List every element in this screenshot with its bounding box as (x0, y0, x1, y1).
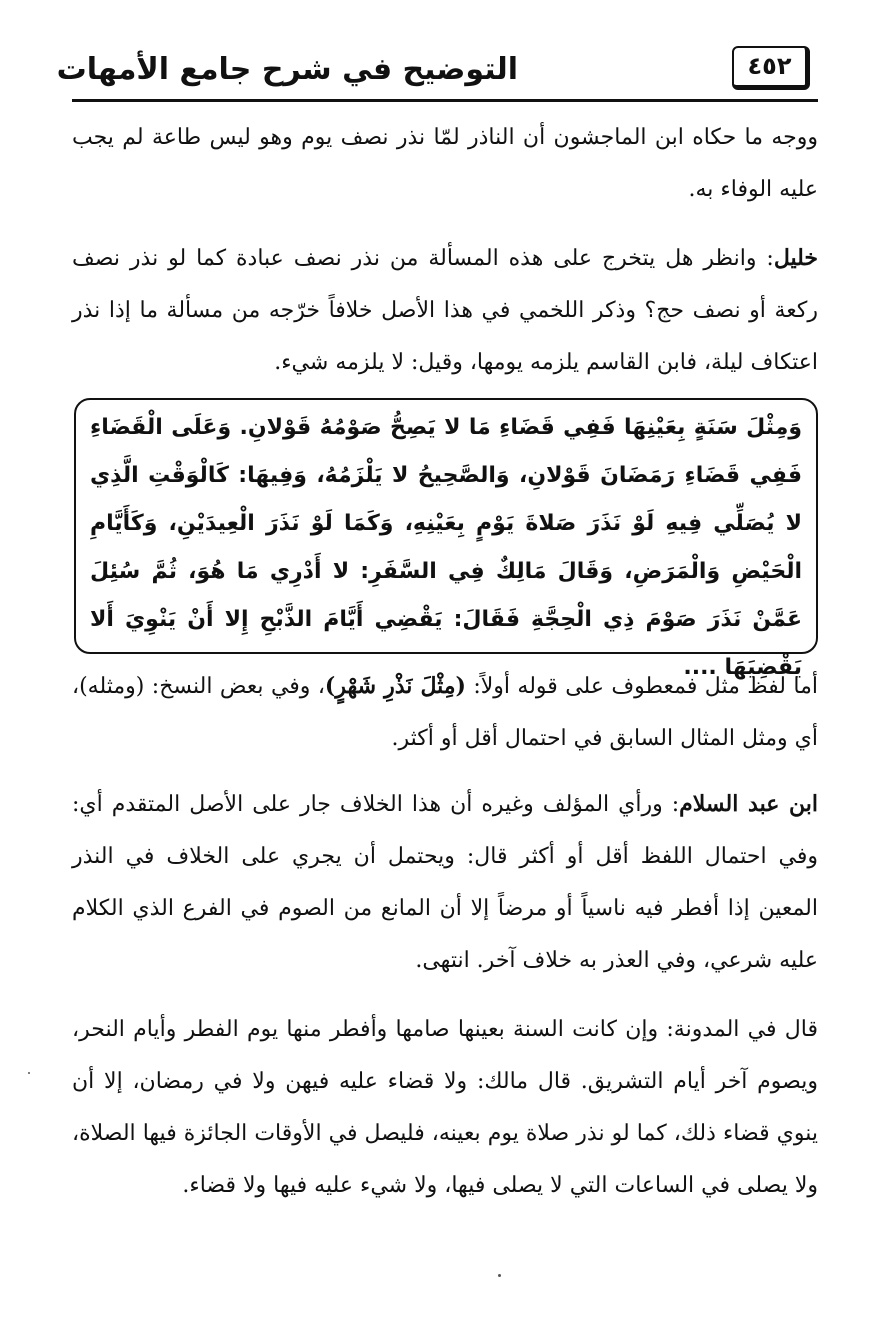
header-rule (72, 99, 818, 102)
scan-speck (28, 1072, 30, 1074)
paragraph-5-speaker: ابن عبد السلام (679, 791, 818, 817)
paragraph-1-text: ووجه ما حكاه ابن الماجشون أن الناذر لمّا نذر نصف يوم وهو ليس طاعة لم يجب عليه الوفاء به. (72, 125, 818, 202)
paragraph-4-text-a: أما لفظ مثل فمعطوف على قوله أولاً: (465, 674, 818, 699)
matn-text: وَمِثْلَ سَنَةٍ بِعَيْنِهَا فَفِي قَضَاءِ مَا لا يَصِحُّ صَوْمُهُ قَوْلانِ. وَعَلَى الْقَضَاءِ فَفِي قَضَاءِ رَمَضَانَ قَوْلانِ، وَالصَّحِيحُ لا يَلْزَمُهُ، وَفِيهَا: كَالْوَقْتِ الَّذِي لا يُصَلِّي فِيهِ لَوْ نَذَرَ صَلاةَ يَوْمٍ بِعَيْنِهِ، وَكَمَا لَوْ نَذَرَ الْعِيدَيْنِ، وَكَأَيَّامِ الْحَيْضِ وَالْمَرَضِ، وَقَالَ مَالِكٌ فِي السَّفَرِ: لا أَدْرِي مَا هُوَ، ثُمَّ سُئِلَ عَمَّنْ نَذَرَ صَوْمَ ذِي الْحِجَّةِ فَقَالَ: يَقْضِي أَيَّامَ الذَّبْحِ إِلا أَنْ يَنْوِيَ أَلا يَقْضِيَهَا .... (90, 415, 802, 680)
paragraph-6-text: قال في المدونة: وإن كانت السنة بعينها صامها وأفطر منها يوم الفطر وأيام النحر، ويصوم آخر أيام التشريق. قال مالك: ولا قضاء عليه فيهن ولا في رمضان، إلا أن ينوي قضاء ذلك، كما لو نذر صلاة يوم بعينه، فليصل في الأوقات الجائزة فيها الصلاة، ولا يصلى في الساعات التي لا يصلى فيها، ولا شيء عليه فيها ولا قضاء. (72, 1017, 818, 1198)
matn-box (74, 398, 818, 680)
page-number: ٤٥٢ (747, 52, 792, 80)
book-title: التوضيح في شرح جامع الأمهات (56, 52, 518, 87)
paragraph-2-text: : وانظر هل يتخرج على هذه المسألة من نذر نصف عبادة كما لو نذر نصف ركعة أو نصف حج؟ وذكر اللخمي في هذا الأصل خلافاً خرّجه من مسألة ما إذا نذر اعتكاف ليلة، فابن القاسم يلزمه يومها، وقيل: لا يلزمه شيء. (72, 246, 818, 375)
scan-speck (498, 1274, 501, 1277)
paragraph-4-quote: (مِثْلَ نَذْرِ شَهْرٍ) (324, 673, 466, 699)
paragraph-2-speaker: خليل (773, 245, 818, 271)
paragraph-2 (72, 232, 818, 389)
paragraph-4 (72, 660, 818, 765)
paragraph-5 (72, 778, 818, 987)
paragraph-4-text-b: ، وفي بعض النسخ: (ومثله)، أي ومثل المثال السابق في احتمال أقل أو أكثر. (72, 674, 818, 751)
page-number-box (732, 46, 810, 90)
page-header (56, 40, 818, 102)
paragraph-6 (72, 1004, 818, 1212)
paragraph-1 (72, 112, 818, 216)
paragraph-5-text: : ورأي المؤلف وغيره أن هذا الخلاف جار على الأصل المتقدم أي: وفي احتمال اللفظ أقل أو أكثر قال: ويحتمل أن يجري على الخلاف في النذر المعين إذا أفطر فيه ناسياً أو مرضاً إلا أن المانع من الصوم في الفرع الذي الكلام عليه شرعي، وفي العذر به خلاف آخر. انتهى. (72, 792, 818, 973)
